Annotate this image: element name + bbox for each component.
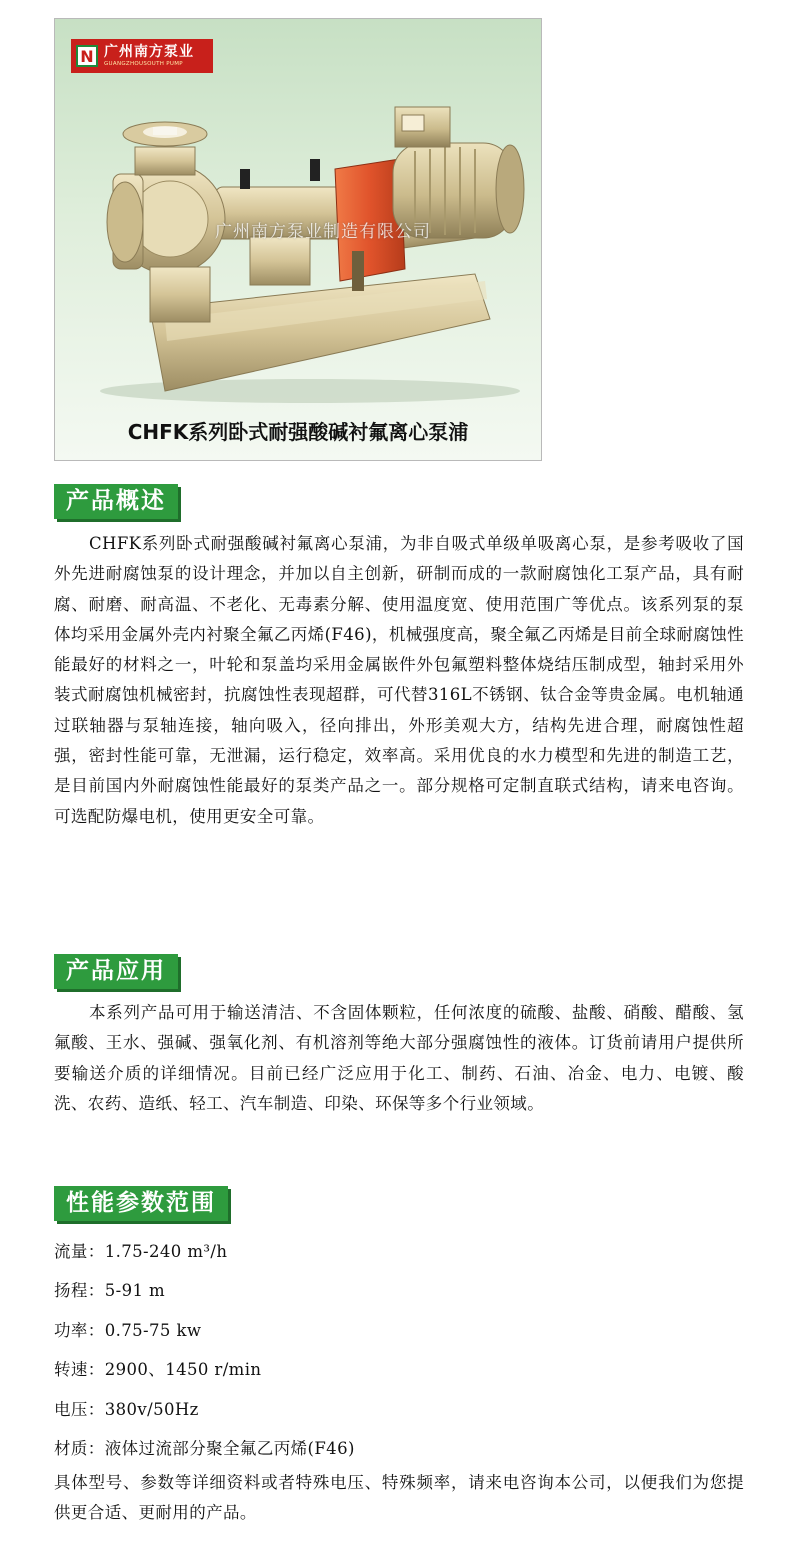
specs-heading: 性能参数范围 — [54, 1186, 228, 1221]
logo-english-name: GUANGZHOUSOUTH PUMP — [104, 60, 183, 67]
application-heading: 产品应用 — [54, 954, 178, 989]
spec-head: 扬程：5-91 m — [54, 1281, 166, 1300]
watermark: 广州南方泵业制造有限公司 — [215, 222, 431, 242]
spec-material: 材质：液体过流部分聚全氟乙丙烯(F46) — [54, 1439, 355, 1458]
product-photo — [54, 18, 542, 461]
company-logo — [71, 39, 213, 73]
spec-voltage: 电压：380v/50Hz — [54, 1400, 199, 1419]
logo-chinese-name: 广州南方泵业 — [104, 43, 194, 60]
overview-heading: 产品概述 — [54, 484, 178, 519]
overview-paragraph: CHFK系列卧式耐强酸碱衬氟离心泵浦，为非自吸式单级单吸离心泵，是参考吸收了国外先进耐腐蚀泵的设计理念，并加以自主创新，研制而成的一款耐腐蚀化工泵产品，具有耐腐、耐磨、耐高温、不老化、无毒素分解、使用温度宽、使用范围广等优点。该系列泵的泵体均采用金属外壳内衬聚全氟乙丙烯(F46)，机械强度高，聚全氟乙丙烯是目前全球耐腐蚀性能最好的材料之一，叶轮和泵盖均采用金属嵌件外包氟塑料整体烧结压制成型，轴封采用外装式耐腐蚀机械密封，抗腐蚀性表现超群，可代替316L不锈钢、钛合金等贵金属。电机轴通过联轴器与泵轴连接，轴向吸入，径向排出，外形美观大方，结构先进合理，耐腐蚀性超强，密封性能可靠，无泄漏，运行稳定，效率高。采用优良的水力模型和先进的制造工艺，是目前国内外耐腐蚀性能最好的泵类产品之一。部分规格可定制直联式结构，请来电咨询。可选配防爆电机，使用更安全可靠。 — [54, 534, 744, 826]
logo-mark: N — [76, 45, 98, 67]
application-paragraph: 本系列产品可用于输送清洁、不含固体颗粒，任何浓度的硫酸、盐酸、硝酸、醋酸、氢氟酸、王水、强碱、强氧化剂、有机溶剂等绝大部分强腐蚀性的液体。订货前请用户提供所要输送介质的详细情况。目前已经广泛应用于化工、制药、石油、冶金、电力、电镀、酸洗、农药、造纸、轻工、汽车制造、印染、环保等多个行业领域。 — [54, 1003, 744, 1113]
spec-speed: 转速：2900、1450 r/min — [54, 1360, 262, 1379]
spec-flow: 流量：1.75-240 m³/h — [54, 1242, 228, 1261]
specs-note: 具体型号、参数等详细资料或者特殊电压、特殊频率，请来电咨询本公司，以便我们为您提供更合适、更耐用的产品。 — [54, 1473, 744, 1523]
product-caption: CHFK系列卧式耐强酸碱衬氟离心泵浦 — [127, 420, 469, 444]
spec-power: 功率：0.75-75 kw — [54, 1321, 202, 1340]
